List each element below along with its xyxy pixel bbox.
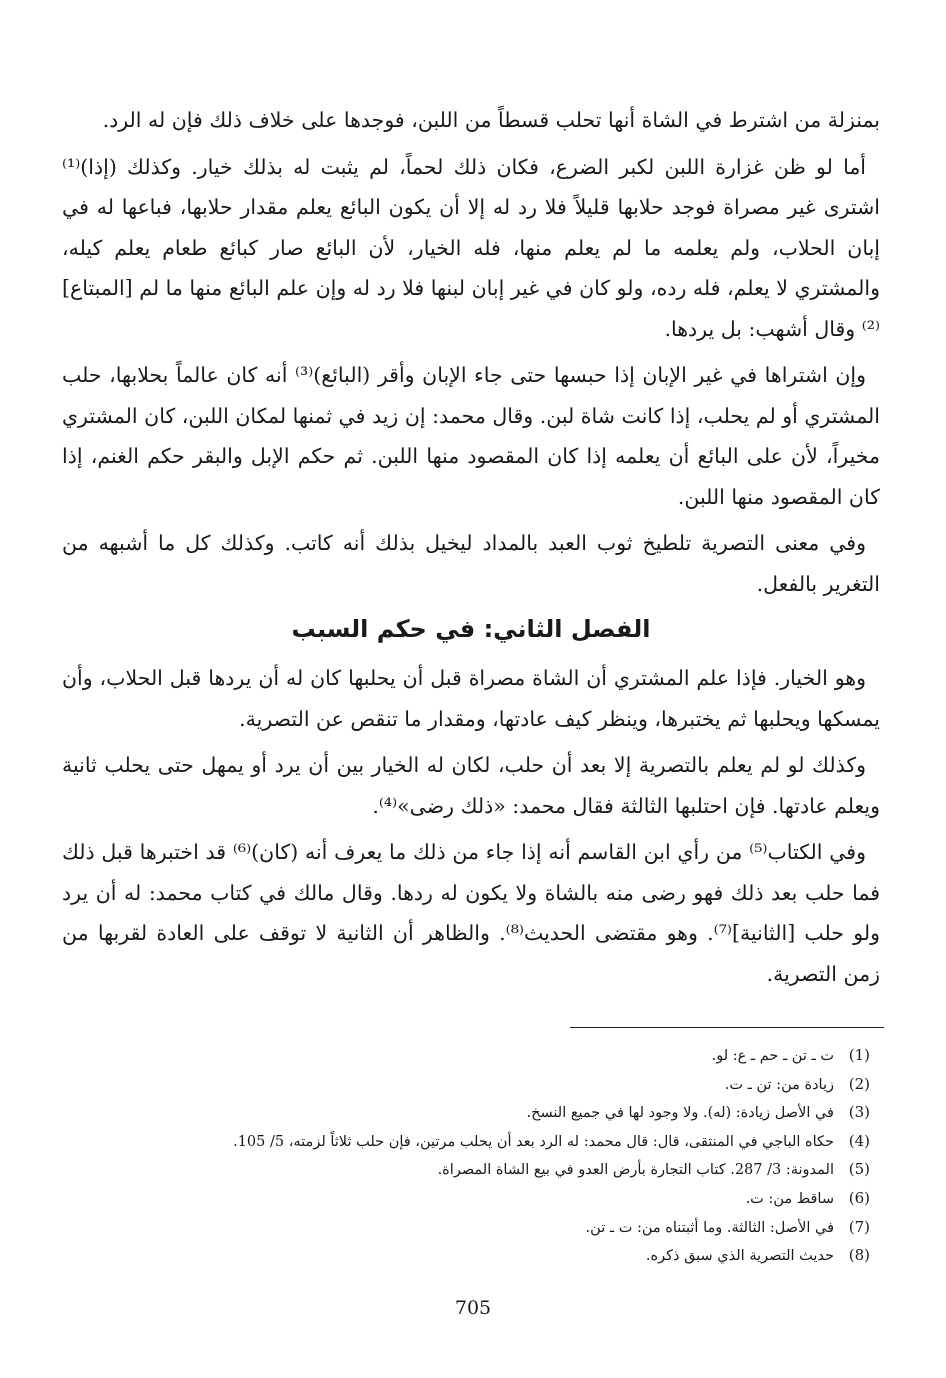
footnote-text: ساقط من: ت. [745, 1190, 834, 1207]
footnote-text: في الأصل: الثالثة. وما أثبتناه من: ت ـ تن. [585, 1219, 834, 1236]
footnote-item [62, 1242, 870, 1271]
footnote-text: حديث التصرية الذي سبق ذكره. [645, 1248, 834, 1265]
footnote-text: المدونة: 3/ 287. كتاب التجارة بأرض العدو في بيع الشاة المصراة. [437, 1162, 834, 1179]
footnote-text: ت ـ تن ـ حم ـ ع: لو. [711, 1048, 834, 1064]
paragraph-7: وفي الكتاب⁽⁵⁾ من رأي ابن القاسم أنه إذا جاء من ذلك ما يعرف أنه (كان)⁽⁶⁾ قد اختبرها قبل ذلك فما حلب بعد ذلك فهو رضى منه بالشاة ولا يكون له ردها. وقال مالك في كتاب محمد: له أن يرد ولو حلب [الثانية]⁽⁷⁾. وهو مقتضى الحديث⁽⁸⁾. والظاهر أن الثانية لا توقف على العادة لقربها من زمن التصرية. [62, 840, 880, 986]
section-heading-label: الفصل الثاني: [483, 615, 651, 643]
page-number: 705 [454, 1297, 492, 1319]
footnote-number: (2) [848, 1074, 870, 1093]
paragraph-4: وفي معنى التصرية تلطيخ ثوب العبد بالمداد ليخيل بذلك أنه كاتب. وكذلك كل ما أشبهه من التغرير بالفعل. [62, 531, 880, 596]
footnote-item [62, 1156, 870, 1185]
footnote-item [62, 1185, 870, 1214]
footnote-number: (5) [848, 1160, 870, 1179]
paragraph-2: أما لو ظن غزارة اللبن لكبر الضرع، فكان ذلك لحماً، لم يثبت له بذلك خيار. وكذلك (إذا)⁽¹⁾ اشترى غير مصراة فوجد حلابها قليلاً فلا رد له إلا أن يكون البائع يعلم مقدار حلابها، فباعها له في إبان الحلاب، ولم يعلمه ما لم يعلم منها، فله الخيار، لأن البائع صار كبائع طعام يعلم كيله، والمشتري لا يعلم، فله رده، ولو كان في غير إبان لبنها فلا رد له وإن علم البائع منها ما لم [المبتاع]⁽²⁾ وقال أشهب: بل يردها. [62, 154, 880, 341]
main-text [62, 100, 880, 1000]
paragraph-1: بمنزلة من اشترط في الشاة أنها تحلب قسطاً من اللبن، فوجدها على خلاف ذلك فإن له الرد. [102, 108, 880, 132]
footnote-item [62, 1071, 870, 1100]
footnote-number: (4) [848, 1131, 870, 1150]
footnote-number: (6) [848, 1188, 870, 1207]
footnote-number: (8) [848, 1246, 870, 1265]
paragraph-5: وهو الخيار. فإذا علم المشتري أن الشاة مصراة قبل أن يحلبها كان له أن يردها قبل الحلاب، وأن يمسكها ويحلبها ثم يختبرها، وينظر كيف عادتها، ومقدار ما تنقص عن التصرية. [62, 666, 880, 731]
footnote-item [62, 1128, 870, 1157]
footnote-item [62, 1042, 870, 1071]
footnote-text: في الأصل زيادة: (له). ولا وجود لها في جميع النسخ. [526, 1105, 834, 1122]
paragraph-3: وإن اشتراها في غير الإبان إذا حبسها حتى جاء الإبان وأقر (البائع)⁽³⁾ أنه كان عالماً بحلابها، حلب المشتري أو لم يحلب، إذا كانت شاة لبن. وقال محمد: إن زيد في ثمنها لمكان اللبن، كان المشتري مخيراً، لأن على البائع أن يعلمه إذا كان المقصود منها اللبن. ثم حكم الإبل والبقر حكم الغنم، إذا كان المقصود منها اللبن. [62, 363, 880, 509]
footnotes-list [62, 1042, 870, 1271]
section-heading [62, 610, 880, 648]
footnote-text: حكاه الباجي في المنتقى، قال: قال محمد: له الرد بعد أن يحلب مرتين، فإن حلب ثلاثاً لزمته، 5/ 105. [233, 1133, 834, 1150]
paragraph-6: وكذلك لو لم يعلم بالتصرية إلا بعد أن حلب، لكان له الخيار بين أن يرد أو يمهل حتى يحلب ثانية ويعلم عادتها. فإن احتلبها الثالثة فقال محمد: «ذلك رضى»⁽⁴⁾. [62, 753, 880, 818]
footnote-item [62, 1214, 870, 1243]
footnote-number: (3) [848, 1103, 870, 1122]
section-heading-subject: في حكم السبب [291, 615, 476, 643]
footnote-number: (7) [848, 1217, 870, 1236]
footnote-item [62, 1099, 870, 1128]
footnote-separator [570, 1027, 884, 1028]
footnote-number: (1) [848, 1046, 870, 1064]
footnote-text: زيادة من: تن ـ ت. [724, 1076, 834, 1093]
